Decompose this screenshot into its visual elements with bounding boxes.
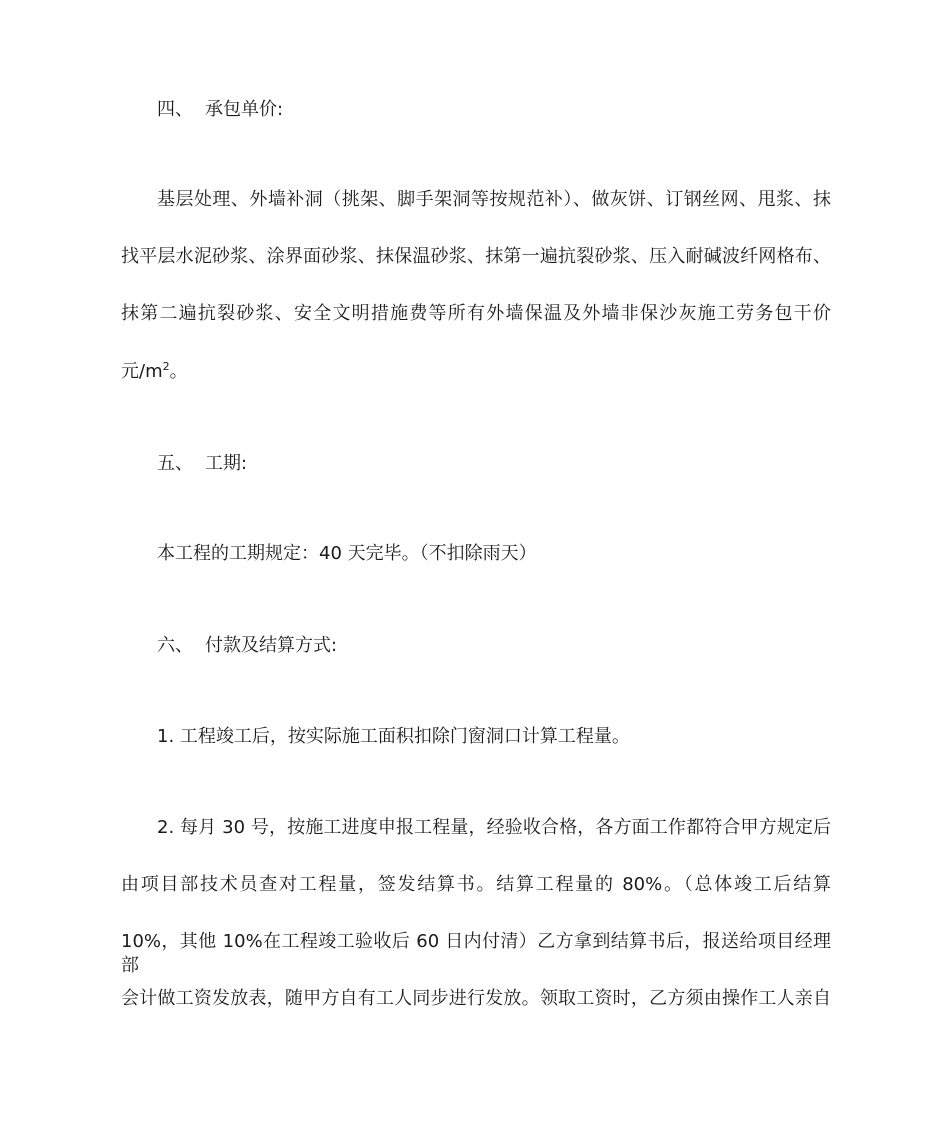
unit-superscript: 2 <box>162 360 170 373</box>
section-6-number: 六、 <box>157 635 193 656</box>
section-4-number: 四、 <box>157 99 193 120</box>
unit-prefix: 元/m <box>121 361 163 382</box>
section-5-heading <box>157 452 247 476</box>
section-4-para-line-1: 基层处理、外墙补洞（挑架、脚手架洞等按规范补）、做灰饼、订钢丝网、甩浆、抹 <box>157 189 831 210</box>
section-4-heading <box>157 98 283 122</box>
section-6-item-2-line-2: 由项目部技术员查对工程量，签发结算书。结算工程量的 80%。（总体竣工后结算 <box>121 874 831 895</box>
section-6-title: 付款及结算方式: <box>205 635 338 656</box>
section-4-para-line-2: 找平层水泥砂浆、涂界面砂浆、抹保温砂浆、抹第一遍抗裂砂浆、压入耐碱波纤网格布、 <box>121 246 831 267</box>
unit-suffix: 。 <box>169 361 188 382</box>
section-5-title: 工期: <box>205 453 248 474</box>
section-6-item-2-line-3: 10%，其他 10%在工程竣工验收后 60 日内付清）乙方拿到结算书后，报送给项目经理部 <box>121 931 831 976</box>
section-4-para-line-3: 抹第二遍抗裂砂浆、安全文明措施费等所有外墙保温及外墙非保沙灰施工劳务包干价 <box>121 303 831 324</box>
section-6-item-2-line-4: 会计做工资发放表，随甲方自有工人同步进行发放。领取工资时，乙方须由操作工人亲自 <box>121 988 831 1009</box>
section-5-number: 五、 <box>157 453 193 474</box>
section-6-heading <box>157 634 337 658</box>
section-6-item-2-line-1: 2. 每月 30 号，按施工进度申报工程量，经验收合格，各方面工作都符合甲方规定后 <box>157 817 831 838</box>
section-4-unit <box>121 360 188 384</box>
section-4-title: 承包单价: <box>205 99 284 120</box>
section-6-item-1: 1. 工程竣工后，按实际施工面积扣除门窗洞口计算工程量。 <box>157 726 630 747</box>
section-5-para: 本工程的工期规定：40 天完毕。（不扣除雨天） <box>157 543 537 564</box>
